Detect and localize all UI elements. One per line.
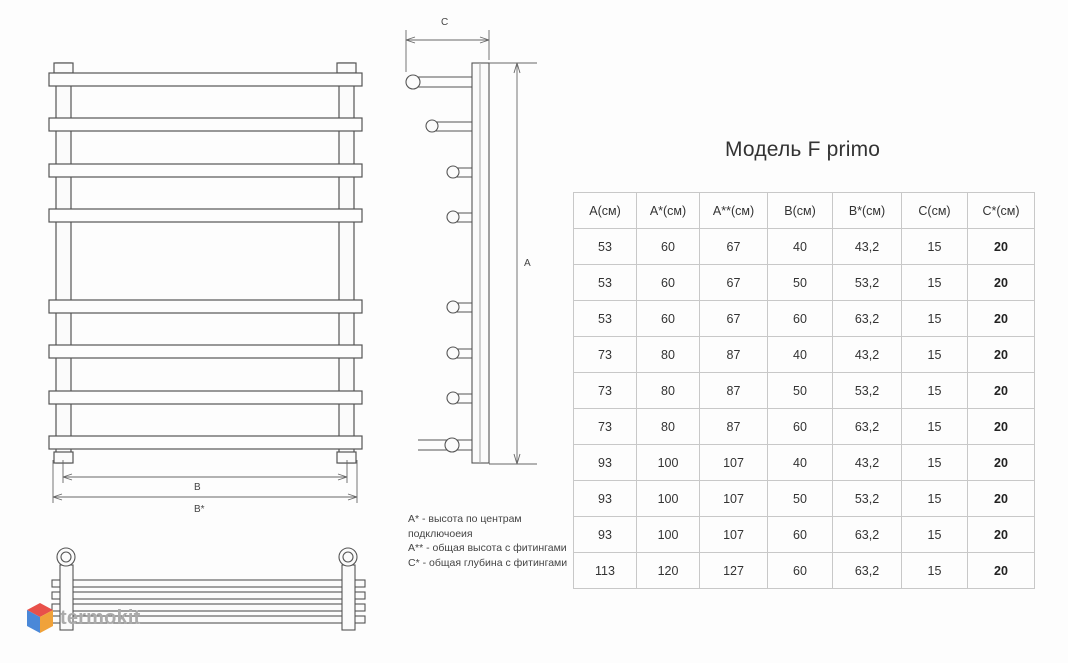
dimension-a-label: A [524,258,531,269]
table-cell: 113 [574,553,637,589]
table-cell: 15 [902,301,968,337]
front-view [49,63,362,463]
table-header: C*(см) [968,193,1035,229]
table-row [574,517,1035,553]
table-header: A**(см) [700,193,768,229]
note-a-double-star: A** - общая высота с фитингами [408,542,567,554]
table-cell: 43,2 [833,337,902,373]
table-cell: 60 [768,553,833,589]
table-header-row [574,193,1035,229]
table-row [574,481,1035,517]
table-cell: 53,2 [833,481,902,517]
dimension-b-star [53,460,357,503]
table-cell: 43,2 [833,229,902,265]
table-cell: 50 [768,265,833,301]
table-cell: 63,2 [833,517,902,553]
cube-logo-icon [26,602,54,634]
table-cell: 15 [902,229,968,265]
table-cell: 60 [768,301,833,337]
table-cell: 73 [574,337,637,373]
table-cell: 20 [968,517,1035,553]
table-cell: 15 [902,553,968,589]
table-row [574,553,1035,589]
table-cell: 60 [637,301,700,337]
table-cell: 53 [574,229,637,265]
table-cell: 15 [902,517,968,553]
table-cell: 67 [700,229,768,265]
table-cell: 20 [968,445,1035,481]
table-cell: 87 [700,409,768,445]
specs-table [573,192,1035,589]
table-cell: 93 [574,481,637,517]
table-cell: 20 [968,481,1035,517]
table-cell: 107 [700,445,768,481]
table-cell: 107 [700,481,768,517]
watermark-logo [26,600,141,636]
table-cell: 20 [968,229,1035,265]
table-row [574,373,1035,409]
table-cell: 20 [968,553,1035,589]
table-cell: 60 [768,517,833,553]
table-header: A*(см) [637,193,700,229]
table-header: B*(см) [833,193,902,229]
table-cell: 20 [968,373,1035,409]
dimension-b [63,460,347,483]
note-a-star: A* - высота по центрам подключоеия [408,513,522,540]
dimension-c-label: C [441,17,449,28]
table-cell: 67 [700,265,768,301]
table-cell: 50 [768,373,833,409]
page-title: Модель F primo [725,138,881,161]
table-row [574,301,1035,337]
table-cell: 107 [700,517,768,553]
table-cell: 20 [968,409,1035,445]
table-cell: 100 [637,481,700,517]
table-cell: 87 [700,373,768,409]
side-view [406,63,489,463]
table-header: A(см) [574,193,637,229]
table-cell: 15 [902,445,968,481]
note-c-star: C* - общая глубина с фитингами [408,556,568,569]
dimension-b-label: B [194,482,201,493]
table-cell: 60 [637,265,700,301]
table-cell: 87 [700,337,768,373]
table-row [574,229,1035,265]
table-cell: 15 [902,409,968,445]
table-cell: 127 [700,553,768,589]
table-cell: 50 [768,481,833,517]
table-row [574,445,1035,481]
table-cell: 15 [902,373,968,409]
table-cell: 63,2 [833,409,902,445]
table-cell: 100 [637,445,700,481]
table-cell: 63,2 [833,553,902,589]
table-cell: 40 [768,337,833,373]
table-cell: 40 [768,445,833,481]
table-cell: 67 [700,301,768,337]
table-cell: 15 [902,481,968,517]
table-cell: 15 [902,337,968,373]
table-row [574,265,1035,301]
table-cell: 43,2 [833,445,902,481]
table-header: C(см) [902,193,968,229]
table-cell: 53,2 [833,265,902,301]
table-cell: 80 [637,337,700,373]
table-cell: 53,2 [833,373,902,409]
table-cell: 15 [902,265,968,301]
table-header: B(см) [768,193,833,229]
table-cell: 93 [574,445,637,481]
table-cell: 60 [637,229,700,265]
table-cell: 73 [574,409,637,445]
table-cell: 73 [574,373,637,409]
table-cell: 120 [637,553,700,589]
table-cell: 20 [968,337,1035,373]
table-cell: 20 [968,265,1035,301]
dimension-b-star-label: B* [194,504,205,515]
table-cell: 53 [574,265,637,301]
watermark-text: termokit [60,606,141,629]
table-row [574,337,1035,373]
table-cell: 40 [768,229,833,265]
table-cell: 20 [968,301,1035,337]
table-cell: 63,2 [833,301,902,337]
table-cell: 60 [768,409,833,445]
table-row [574,409,1035,445]
table-cell: 93 [574,517,637,553]
table-cell: 53 [574,301,637,337]
table-cell: 100 [637,517,700,553]
table-cell: 80 [637,409,700,445]
notes [408,512,578,570]
table-cell: 80 [637,373,700,409]
